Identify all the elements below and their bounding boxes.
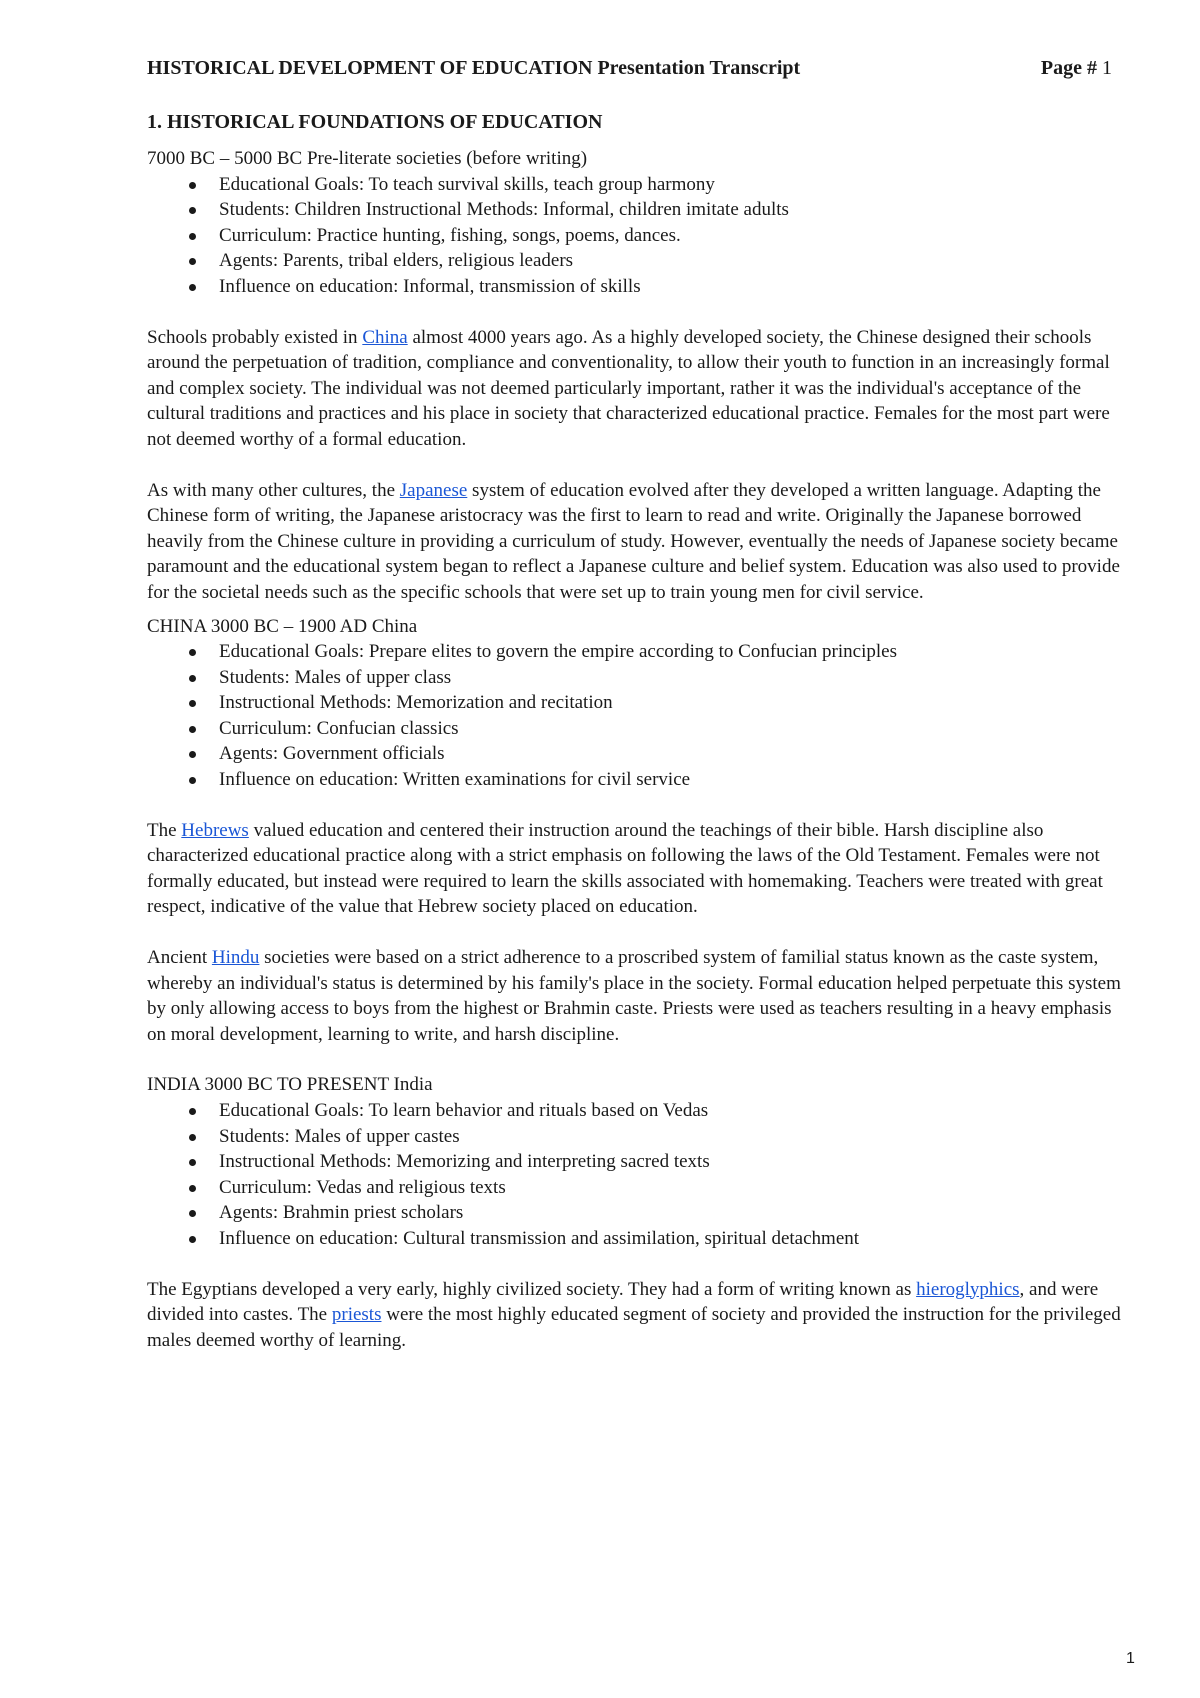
paragraph-text: Schools probably existed in [147, 326, 363, 348]
list-item: Influence on education: Written examinations for civil service [219, 767, 1132, 793]
document-body [147, 108, 1132, 1353]
egypt-paragraph [147, 1277, 1132, 1354]
list-item: Instructional Methods: Memorization and recitation [219, 690, 1132, 716]
paragraph-text: almost 4000 years ago. As a highly developed society, the Chinese designed their schools around the perpetuation of tradition, compliance and conventionality, to allow their youth to function in an increasingly formal and complex society. The individual was not deemed particularly important, rather it was the individual's acceptance of the cultural traditions and practices and his place in society that characterized educational practice. Females for the most part were not deemed worthy of a formal education. [147, 326, 1110, 450]
section-title: 1. HISTORICAL FOUNDATIONS OF EDUCATION [147, 111, 603, 133]
list-item: Agents: Brahmin priest scholars [219, 1200, 1132, 1226]
list-item: Curriculum: Vedas and religious texts [219, 1175, 1132, 1201]
list-item: Influence on education: Informal, transmission of skills [219, 274, 1132, 300]
page-number-value: 1 [1102, 57, 1112, 79]
list-item: Curriculum: Practice hunting, fishing, songs, poems, dances. [219, 223, 1132, 249]
list-item: Agents: Parents, tribal elders, religious leaders [219, 248, 1132, 274]
preliterate-heading: 7000 BC – 5000 BC Pre-literate societies (before writing) [147, 148, 588, 169]
hindu-link[interactable]: Hindu [211, 947, 260, 969]
hindu-paragraph [147, 945, 1132, 1047]
page-header [147, 54, 1112, 82]
list-item: Educational Goals: Prepare elites to govern the empire according to Confucian principles [219, 639, 1132, 665]
list-item: Influence on education: Cultural transmission and assimilation, spiritual detachment [219, 1226, 1132, 1252]
india-list [147, 1098, 1132, 1252]
list-item: Instructional Methods: Memorizing and interpreting sacred texts [219, 1149, 1132, 1175]
footer-page-number: 1 [1126, 1650, 1135, 1667]
preliterate-list [147, 172, 1132, 300]
china-heading: CHINA 3000 BC – 1900 AD China [147, 615, 418, 637]
list-item: Agents: Government officials [219, 741, 1132, 767]
list-item: Curriculum: Confucian classics [219, 716, 1132, 742]
list-item: Educational Goals: To teach survival skills, teach group harmony [219, 172, 1132, 198]
japanese-link[interactable]: Japanese [399, 479, 468, 501]
list-item: Students: Males of upper class [219, 665, 1132, 691]
priests-link[interactable]: priests [331, 1304, 382, 1326]
header-page-number [1041, 54, 1112, 82]
list-item: Students: Children Instructional Methods: Informal, children imitate adults [219, 197, 1132, 223]
header-title: HISTORICAL DEVELOPMENT OF EDUCATION Presentation Transcript [147, 57, 801, 79]
paragraph-text: As with many other cultures, the [147, 479, 400, 501]
paragraph-text: were the most highly educated segment of society and provided the instruction for the privileged males deemed worthy of learning. [147, 1304, 1121, 1351]
paragraph-text: valued education and centered their instruction around the teachings of their bible. Harsh discipline also characterized educational practice along with a strict emphasis on following the laws of the Old Testament. Females were not formally educated, but instead were required to learn the skills associated with homemaking. Teachers were treated with great respect, indicative of the value that Hebrew society placed on education. [147, 819, 1103, 918]
china-paragraph [147, 325, 1132, 453]
paragraph-text: Ancient [147, 947, 212, 969]
list-item: Educational Goals: To learn behavior and rituals based on Vedas [219, 1098, 1132, 1124]
hebrews-paragraph [147, 818, 1132, 920]
paragraph-text: , and were divided into castes. The [147, 1278, 1099, 1326]
hieroglyphics-link[interactable]: hieroglyphics [916, 1278, 1020, 1300]
paragraph-text: system of education evolved after they developed a written language. Adapting the Chinese form of writing, the Japanese aristocracy was the first to learn to read and write. Originally the Japanese borrowed heavily from the Chinese culture in providing a curriculum of study. However, eventually the needs of Japanese society became paramount and the educational system began to reflect a Japanese culture and belief system. Education was also used to provide for the societal needs such as the specific schools that were set up to train young men for civil service. [147, 479, 1120, 603]
paragraph-text: societies were based on a strict adherence to a proscribed system of familial status known as the caste system, whereby an individual's status is determined by his family's place in the society. Formal education helped perpetuate this system by only allowing access to boys from the highest or Brahmin caste. Priests were used as teachers resulting in a heavy emphasis on moral development, learning to write, and harsh discipline. [147, 947, 1121, 1045]
japan-paragraph [147, 478, 1132, 606]
china-link[interactable]: China [362, 326, 408, 348]
china-list [147, 639, 1132, 793]
paragraph-text: The [147, 819, 182, 841]
hebrews-link[interactable]: Hebrews [181, 819, 249, 841]
paragraph-text: The Egyptians developed a very early, highly civilized society. They had a form of writing known as [147, 1278, 917, 1300]
india-heading: INDIA 3000 BC TO PRESENT India [147, 1074, 433, 1096]
list-item: Students: Males of upper castes [219, 1124, 1132, 1150]
page-label: Page # [1040, 57, 1097, 79]
